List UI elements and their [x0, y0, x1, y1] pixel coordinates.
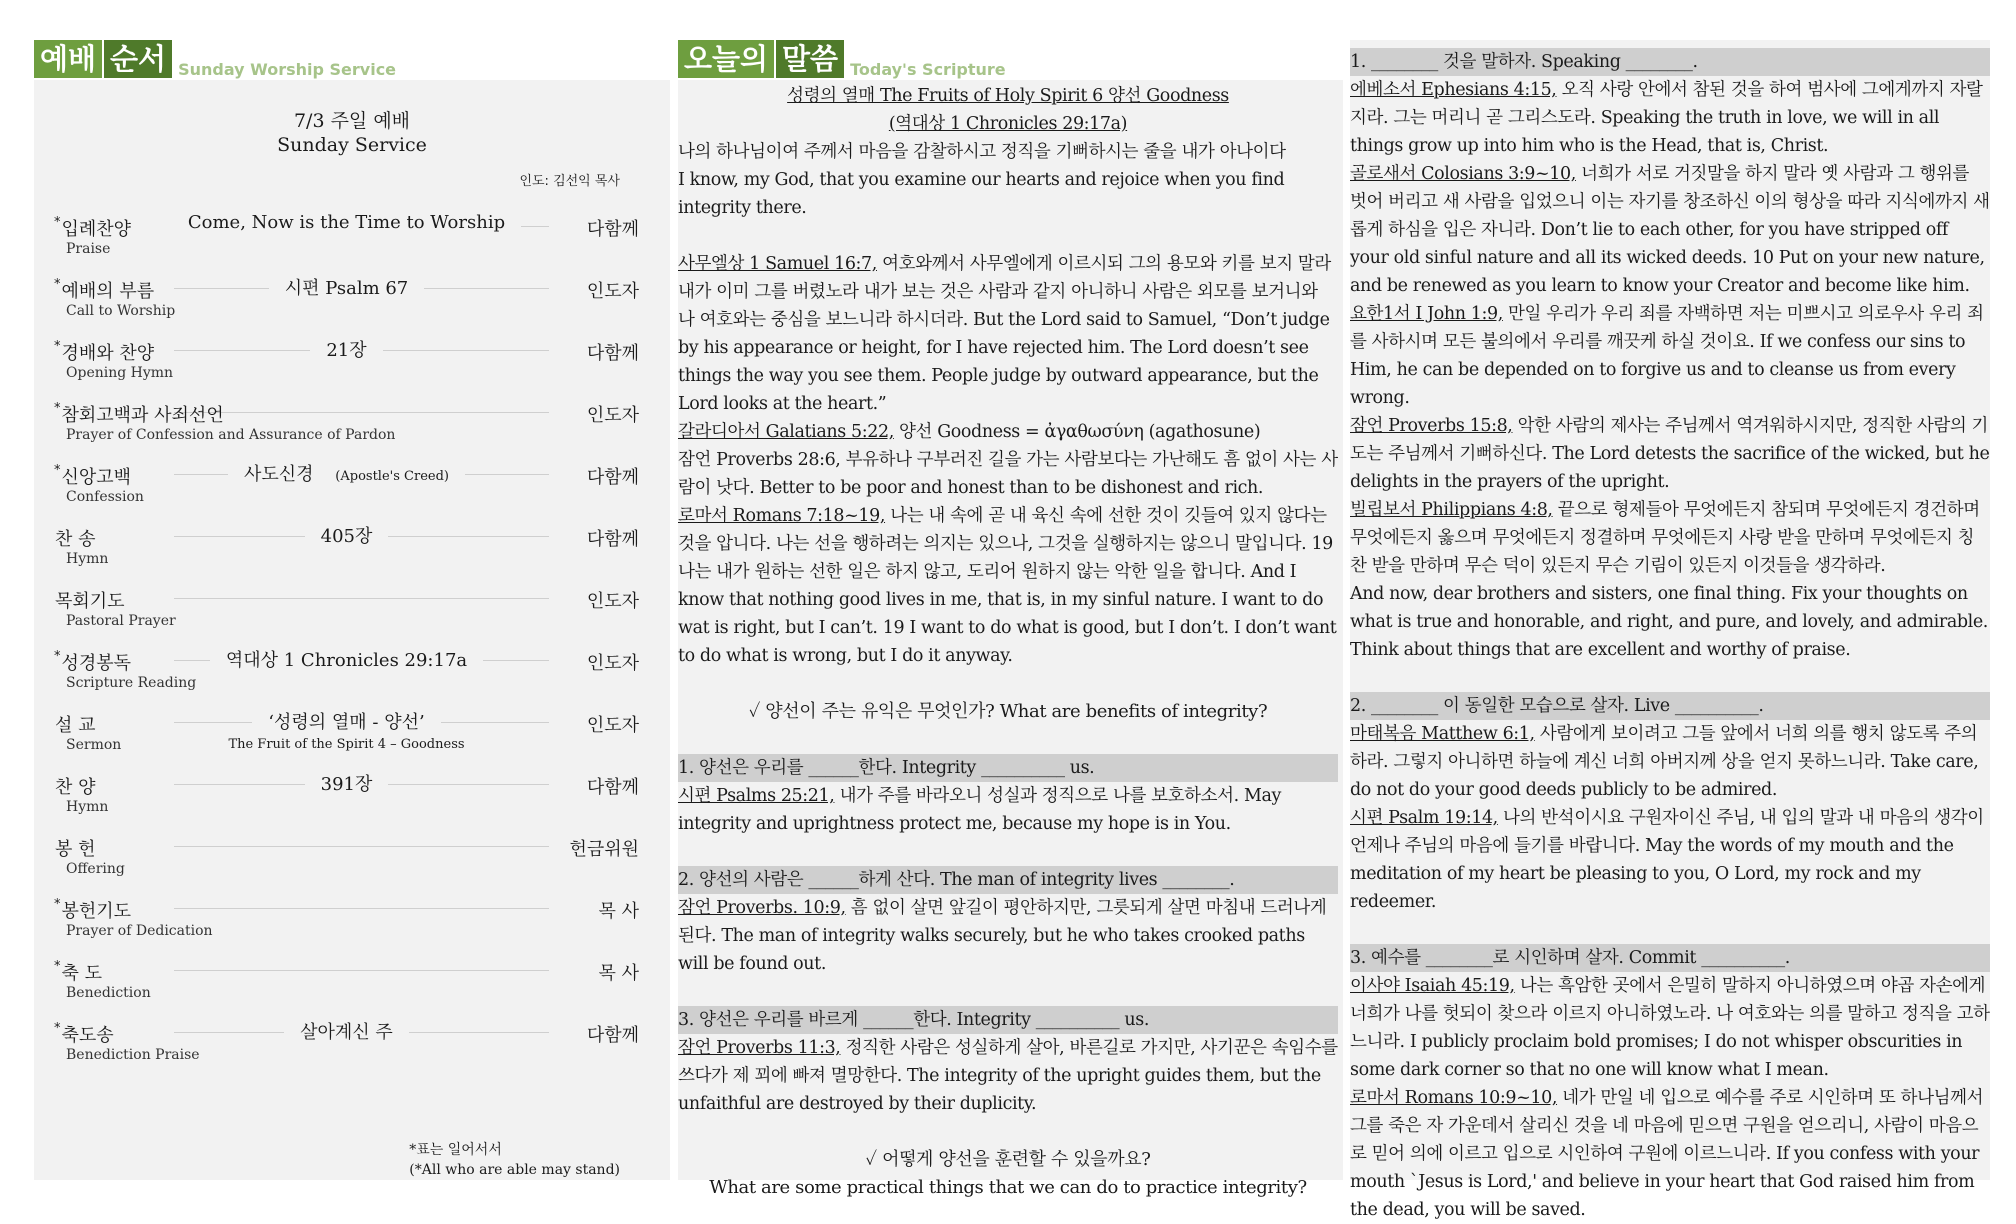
question-practice-ko: ✓ 어떻게 양선을 훈련할 수 있을까요?	[865, 1149, 1151, 1170]
standing-star: *	[409, 1142, 417, 1158]
stand-marker: *	[54, 649, 61, 664]
item-detail-text: 역대상 1 Chronicles 29:17a	[218, 650, 475, 671]
psalms25-ref: 시편 Psalms 25:21,	[678, 786, 835, 806]
point-3: 3. 양선은 우리를 바르게 ______한다. Integrity __________ us.	[678, 1006, 1338, 1034]
isaiah-text: 나는 흑암한 곳에서 은밀히 말하지 아니하였으며 야곱 자손에게 너희가 나를 헛되이 찾으라 이르지 아니하였노라. 나 여호와는 의를 말하고 정직을 고하느니라. I publicly proclaim bold promises; I do not whisper obscurities in some dark corner so that no one will know what I mean.	[1350, 976, 1990, 1080]
matthew-ref: 마태복음 Matthew 6:1,	[1350, 724, 1535, 744]
romans10-text: 네가 만일 네 입으로 예수를 주로 시인하며 또 하나님께서 그를 죽은 자 가운데서 살리신 것을 네 마음에 믿으면 구원을 얻으리니, 사람이 마음으로 믿어 의에 이르고 입으로 시인하여 구원에 이르느니라. If you confess with your mouth `Jesus is Lord,' and believe in your heart that God raised him from the dead, you will be saved.	[1350, 1088, 1984, 1220]
item-participant: 다함께	[586, 1025, 639, 1046]
psalms25-passage	[678, 782, 1338, 838]
service-item	[54, 401, 639, 461]
item-korean-label: 봉헌기도	[61, 901, 132, 922]
item-english: Call to Worship	[66, 303, 176, 319]
item-detail	[144, 336, 549, 362]
service-item	[54, 835, 639, 895]
item-korean	[54, 587, 125, 613]
philippians-passage	[1350, 496, 1990, 580]
item-detail	[144, 1018, 549, 1044]
samuel-ref: 사무엘상 1 Samuel 16:7,	[678, 254, 877, 274]
item-korean	[54, 525, 96, 551]
service-name: Sunday Service	[277, 134, 427, 156]
item-detail-text: 391장	[313, 774, 381, 795]
sermon-heading: 성령의 열매 The Fruits of Holy Spirit 6 양선 Goodness	[787, 86, 1229, 106]
item-participant: 다함께	[586, 219, 639, 240]
item-korean	[54, 401, 224, 427]
item-detail-text: 21장	[318, 340, 374, 361]
item-english: Benediction Praise	[66, 1047, 200, 1063]
colossians-passage	[1350, 160, 1990, 300]
item-korean	[54, 711, 96, 737]
stand-marker: *	[54, 1021, 61, 1036]
standing-note	[409, 1140, 620, 1180]
point-1: 1. 양선은 우리를 ______한다. Integrity __________ us.	[678, 754, 1338, 782]
practice-body	[1350, 48, 1990, 1224]
practice-point-2: 2. ________ 이 동일한 모습으로 살자. Live __________.	[1350, 692, 1990, 720]
psalm19-ref: 시편 Psalm 19:14,	[1350, 808, 1498, 828]
proverbs11-passage	[678, 1034, 1338, 1118]
service-item	[54, 277, 639, 337]
service-item	[54, 463, 639, 523]
item-participant: 인도자	[586, 281, 639, 302]
item-participant: 다함께	[586, 467, 639, 488]
item-detail	[144, 212, 549, 233]
practice-point-1: 1. ________ 것을 말하자. Speaking ________.	[1350, 48, 1990, 76]
isaiah-ref: 이사야 Isaiah 45:19,	[1350, 976, 1515, 996]
proverbs28-passage: 잠언 Proverbs 28:6, 부유하나 구부러진 길을 가는 사람보다는 가난해도 흠 없이 사는 사람이 낫다. Better to be poor and honest than to be dishonest and rich.	[678, 450, 1338, 498]
worship-title	[34, 40, 396, 78]
item-english: Offering	[66, 861, 125, 877]
stand-marker: *	[54, 277, 61, 292]
item-korean-label: 예배의 부름	[61, 281, 155, 302]
romans7-text: 나는 내 속에 곧 내 육신 속에 선한 것이 깃들여 있지 않다는 것을 압니다. 나는 선을 행하려는 의지는 있으나, 그것을 실행하지는 않으니 말입니다. 19 나는 내가 원하는 선한 일은 하지 않고, 도리어 원하지 않는 악한 일을 합니다. And I know that nothing good lives in me, that is, in my sinful nature. I want to do wat is right, but I can’t. 19 I want to do what is good, but I don’t. I don’t want to do what is wrong, but I do it anyway.	[678, 506, 1337, 666]
item-korean-label: 설 교	[55, 715, 96, 736]
philippians-english: And now, dear brothers and sisters, one final thing. Fix your thoughts on what is true and honorable, and right, and pure, and lovely, and admirable. Think about things that are excellent and worthy of praise.	[1350, 584, 1988, 660]
item-detail-text: ‘성령의 열매 - 양선’	[260, 712, 432, 733]
item-korean-label: 경배와 찬양	[61, 343, 155, 364]
sermon-reference: (역대상 1 Chronicles 29:17a)	[888, 114, 1128, 134]
item-korean	[54, 463, 131, 489]
romans7-ref: 로마서 Romans 7:18~19,	[678, 506, 886, 526]
scripture-body	[678, 82, 1338, 1202]
item-english: Hymn	[66, 799, 109, 815]
scripture-subtitle: Today's Scripture	[850, 60, 1006, 79]
ephesians-ref: 에베소서 Ephesians 4:15,	[1350, 80, 1557, 100]
psalm19-passage	[1350, 804, 1990, 916]
stand-marker: *	[54, 339, 61, 354]
leader-line	[174, 846, 549, 847]
matthew-passage	[1350, 720, 1990, 804]
leader-line	[174, 412, 549, 413]
psalms25-text: 내가 주를 바라오니 성실과 정직으로 나를 보호하소서. May integrity and uprightness protect me, because my hope is in You.	[678, 786, 1282, 834]
item-detail	[144, 522, 549, 548]
service-item	[54, 773, 639, 833]
item-participant: 다함께	[586, 343, 639, 364]
scripture-title-left: 오늘의	[678, 40, 774, 78]
item-korean-label: 찬 양	[55, 777, 96, 798]
ephesians-text: 오직 사랑 안에서 참된 것을 하여 범사에 그에게까지 자랄지라. 그는 머리니 곧 그리스도라. Speaking the truth in love, we will in all things grow up into him who is the Head, that is, Christ.	[1350, 80, 1983, 156]
psalm19-text: 나의 반석이시요 구원자이신 주님, 내 입의 말과 내 마음의 생각이 언제나 주님의 마음에 들기를 바랍니다. May the words of my mouth and the meditation of my heart be pleasing to you, O Lord, my rock and my redeemer.	[1350, 808, 1984, 912]
item-korean-label: 입례찬양	[61, 219, 132, 240]
item-english: Benediction	[66, 985, 151, 1001]
proverbs11-ref: 잠언 Proverbs 11:3,	[678, 1038, 841, 1058]
item-detail	[144, 646, 549, 672]
item-korean	[54, 277, 154, 303]
leader-line	[174, 970, 549, 971]
proverbs11-text: 정직한 사람은 성실하게 살아, 바른길로 가지만, 사기꾼은 속임수를 쓰다가 제 꾀에 빠져 멸망한다. The integrity of the upright guides them, but the unfaithful are destroyed by their duplicity.	[678, 1038, 1338, 1114]
scripture-title-right: 말씀	[776, 40, 844, 78]
leader-line	[174, 598, 549, 599]
question-benefits: ✓ 양선이 주는 유익은 무엇인가? What are benefits of integrity?	[748, 701, 1268, 722]
item-english: Pastoral Prayer	[66, 613, 176, 629]
item-detail-text: 살아계신 주	[292, 1022, 401, 1043]
proverbs10-ref: 잠언 Proverbs. 10:9,	[678, 898, 846, 918]
practice-point-3: 3. 예수를 ________로 시인하며 살자. Commit __________.	[1350, 944, 1990, 972]
service-item	[54, 587, 639, 647]
point-2: 2. 양선의 사람은 ______하게 산다. The man of integrity lives ________.	[678, 866, 1338, 894]
item-korean	[54, 339, 154, 365]
service-item	[54, 1021, 639, 1081]
verse-en: I know, my God, that you examine our hearts and rejoice when you find integrity there.	[678, 170, 1285, 218]
item-detail	[144, 274, 549, 300]
romans10-ref: 로마서 Romans 10:9~10,	[1350, 1088, 1558, 1108]
item-korean-label: 신앙고백	[61, 467, 132, 488]
item-korean-label: 성경봉독	[61, 653, 132, 674]
item-participant: 인도자	[586, 653, 639, 674]
question-practice-en: What are some practical things that we can do to practice integrity?	[709, 1177, 1307, 1198]
matthew-text: 사람에게 보이려고 그들 앞에서 너희 의를 행치 않도록 주의하라. 그렇지 아니하면 하늘에 계신 너희 아버지께 상을 얻지 못하느니라. Take care, do not do your good deeds publicly to be admired.	[1350, 724, 1979, 800]
item-participant: 다함께	[586, 529, 639, 550]
item-detail-text: Come, Now is the Time to Worship	[180, 212, 513, 233]
john-passage	[1350, 300, 1990, 412]
john-text: 만일 우리가 우리 죄를 자백하면 저는 미쁘시고 의로우사 우리 죄를 사하시며 모든 불의에서 우리를 깨끗케 하실 것이요. If we confess our sins to Him, he can be depended on to forgive us and to cleanse us from every wrong.	[1350, 304, 1984, 408]
item-subtitle: The Fruit of the Spirit 4 – Goodness	[228, 737, 465, 752]
worship-subtitle: Sunday Worship Service	[178, 60, 397, 79]
practice-column	[1350, 40, 1990, 1220]
standing-note-en: (*All who are able may stand)	[409, 1162, 620, 1178]
proverbs10-passage	[678, 894, 1338, 978]
service-leader: 인도: 김선익 목사	[519, 174, 620, 189]
isaiah-passage	[1350, 972, 1990, 1084]
philippians-ref: 빌립보서 Philippians 4:8,	[1350, 500, 1553, 520]
ephesians-passage	[1350, 76, 1990, 160]
galatians-ref: 갈라디아서 Galatians 5:22,	[678, 422, 894, 442]
service-item	[54, 897, 639, 957]
galatians-text: 양선 Goodness = ἀγαθωσύνη (agathosune)	[893, 422, 1261, 442]
item-korean-label: 봉 헌	[55, 839, 96, 860]
item-detail-text: 사도신경	[236, 464, 322, 485]
proverbs15-ref: 잠언 Proverbs 15:8,	[1350, 416, 1513, 436]
item-participant: 목 사	[598, 963, 639, 984]
item-korean	[54, 773, 96, 799]
item-english: Sermon	[66, 737, 122, 753]
item-participant: 인도자	[586, 405, 639, 426]
stand-marker: *	[54, 215, 61, 230]
galatians-passage	[678, 418, 1338, 446]
item-english: Hymn	[66, 551, 109, 567]
service-item	[54, 711, 639, 771]
service-item	[54, 339, 639, 399]
scripture-column	[678, 40, 1343, 1198]
item-korean	[54, 1021, 114, 1047]
item-participant: 인도자	[586, 591, 639, 612]
item-korean-label: 축 도	[61, 963, 102, 984]
stand-marker: *	[54, 401, 61, 416]
worship-order-column	[34, 40, 670, 1180]
item-korean-label: 축도송	[61, 1025, 114, 1046]
item-korean-label: 찬 송	[55, 529, 96, 550]
item-detail	[144, 770, 549, 796]
item-participant: 다함께	[586, 777, 639, 798]
proverbs15-text: 악한 사람의 제사는 주님께서 역겨워하시지만, 정직한 사람의 기도는 주님께서 기뻐하신다. The Lord detests the sacrifice of the wicked, but he delights in the prayers of the upright.	[1350, 416, 1990, 492]
romans7-passage	[678, 502, 1338, 670]
item-participant: 목 사	[598, 901, 639, 922]
item-english: Scripture Reading	[66, 675, 197, 691]
service-item	[54, 525, 639, 585]
colossians-ref: 골로새서 Colosians 3:9~10,	[1350, 164, 1576, 184]
item-korean	[54, 959, 102, 985]
romans10-passage	[1350, 1084, 1990, 1224]
item-detail-text: 405장	[313, 526, 381, 547]
service-date: 7/3 주일 예배	[293, 110, 411, 132]
item-korean-label: 목회기도	[55, 591, 125, 612]
philippians-text: 끝으로 형제들아 무엇에든지 참되며 무엇에든지 경건하며 무엇에든지 옳으며 무엇에든지 정결하며 무엇에든지 사랑 받을 만하며 무엇에든지 칭찬 받을 만하며 무슨 덕이 있든지 무슨 기림이 있든지 이것들을 생각하라.	[1350, 500, 1980, 576]
item-korean	[54, 215, 131, 241]
item-detail	[144, 708, 549, 734]
item-detail	[144, 460, 549, 486]
service-item	[54, 649, 639, 709]
john-ref: 요한1서 I John 1:9,	[1350, 304, 1503, 324]
service-item	[54, 959, 639, 1019]
samuel-passage	[678, 250, 1338, 418]
item-korean	[54, 835, 96, 861]
item-english: Confession	[66, 489, 144, 505]
stand-marker: *	[54, 463, 61, 478]
item-detail-text: 시편 Psalm 67	[277, 278, 417, 299]
standing-note-ko: 표는 일어서서	[416, 1142, 502, 1158]
samuel-text: 여호와께서 사무엘에게 이르시되 그의 용모와 키를 보지 말라 내가 이미 그를 버렸노라 내가 보는 것은 사람과 같지 아니하니 사람은 외모를 보거니와 나 여호와는 중심을 보느니라 하시더라. But the Lord said to Samuel, “Don’t judge by his appearance or height, for I have rejected him. The Lord doesn’t see things the way you see them. People judge by outward appearance, but the Lord looks at the heart.”	[678, 254, 1331, 414]
proverbs10-text: 흠 없이 살면 앞길이 평안하지만, 그릇되게 살면 마침내 드러나게 된다. The man of integrity walks securely, but he who takes crooked paths will be found out.	[678, 898, 1327, 974]
service-item	[54, 212, 639, 275]
item-english: Praise	[66, 241, 111, 257]
stand-marker: *	[54, 897, 61, 912]
leader-line	[174, 908, 549, 909]
worship-title-left: 예배	[34, 40, 102, 78]
item-english: Prayer of Dedication	[66, 923, 213, 939]
scripture-title	[678, 40, 1006, 78]
worship-title-right: 순서	[104, 40, 172, 78]
item-detail-small: (Apostle's Creed)	[327, 469, 457, 484]
proverbs15-passage	[1350, 412, 1990, 496]
verse-ko: 나의 하나님이여 주께서 마음을 감찰하시고 정직을 기뻐하시는 줄을 내가 아나이다	[678, 142, 1286, 162]
item-korean-label: 참회고백과 사죄선언	[61, 405, 224, 426]
item-participant: 인도자	[586, 715, 639, 736]
item-korean	[54, 897, 131, 923]
item-english: Opening Hymn	[66, 365, 174, 381]
colossians-text: 너희가 서로 거짓말을 하지 말라 옛 사람과 그 행위를 벗어 버리고 새 사람을 입었으니 이는 자기를 창조하신 이의 형상을 따라 지식에까지 새롭게 하심을 입은 자니라. Don’t lie to each other, for you have stripped off your old sinful nature and all its wicked deeds. 10 Put on your new nature, and be renewed as you learn to know your Creator and become like him.	[1350, 164, 1990, 296]
item-english: Prayer of Confession and Assurance of Pardon	[66, 427, 396, 443]
stand-marker: *	[54, 959, 61, 974]
item-korean	[54, 649, 131, 675]
item-participant: 헌금위원	[569, 839, 639, 860]
